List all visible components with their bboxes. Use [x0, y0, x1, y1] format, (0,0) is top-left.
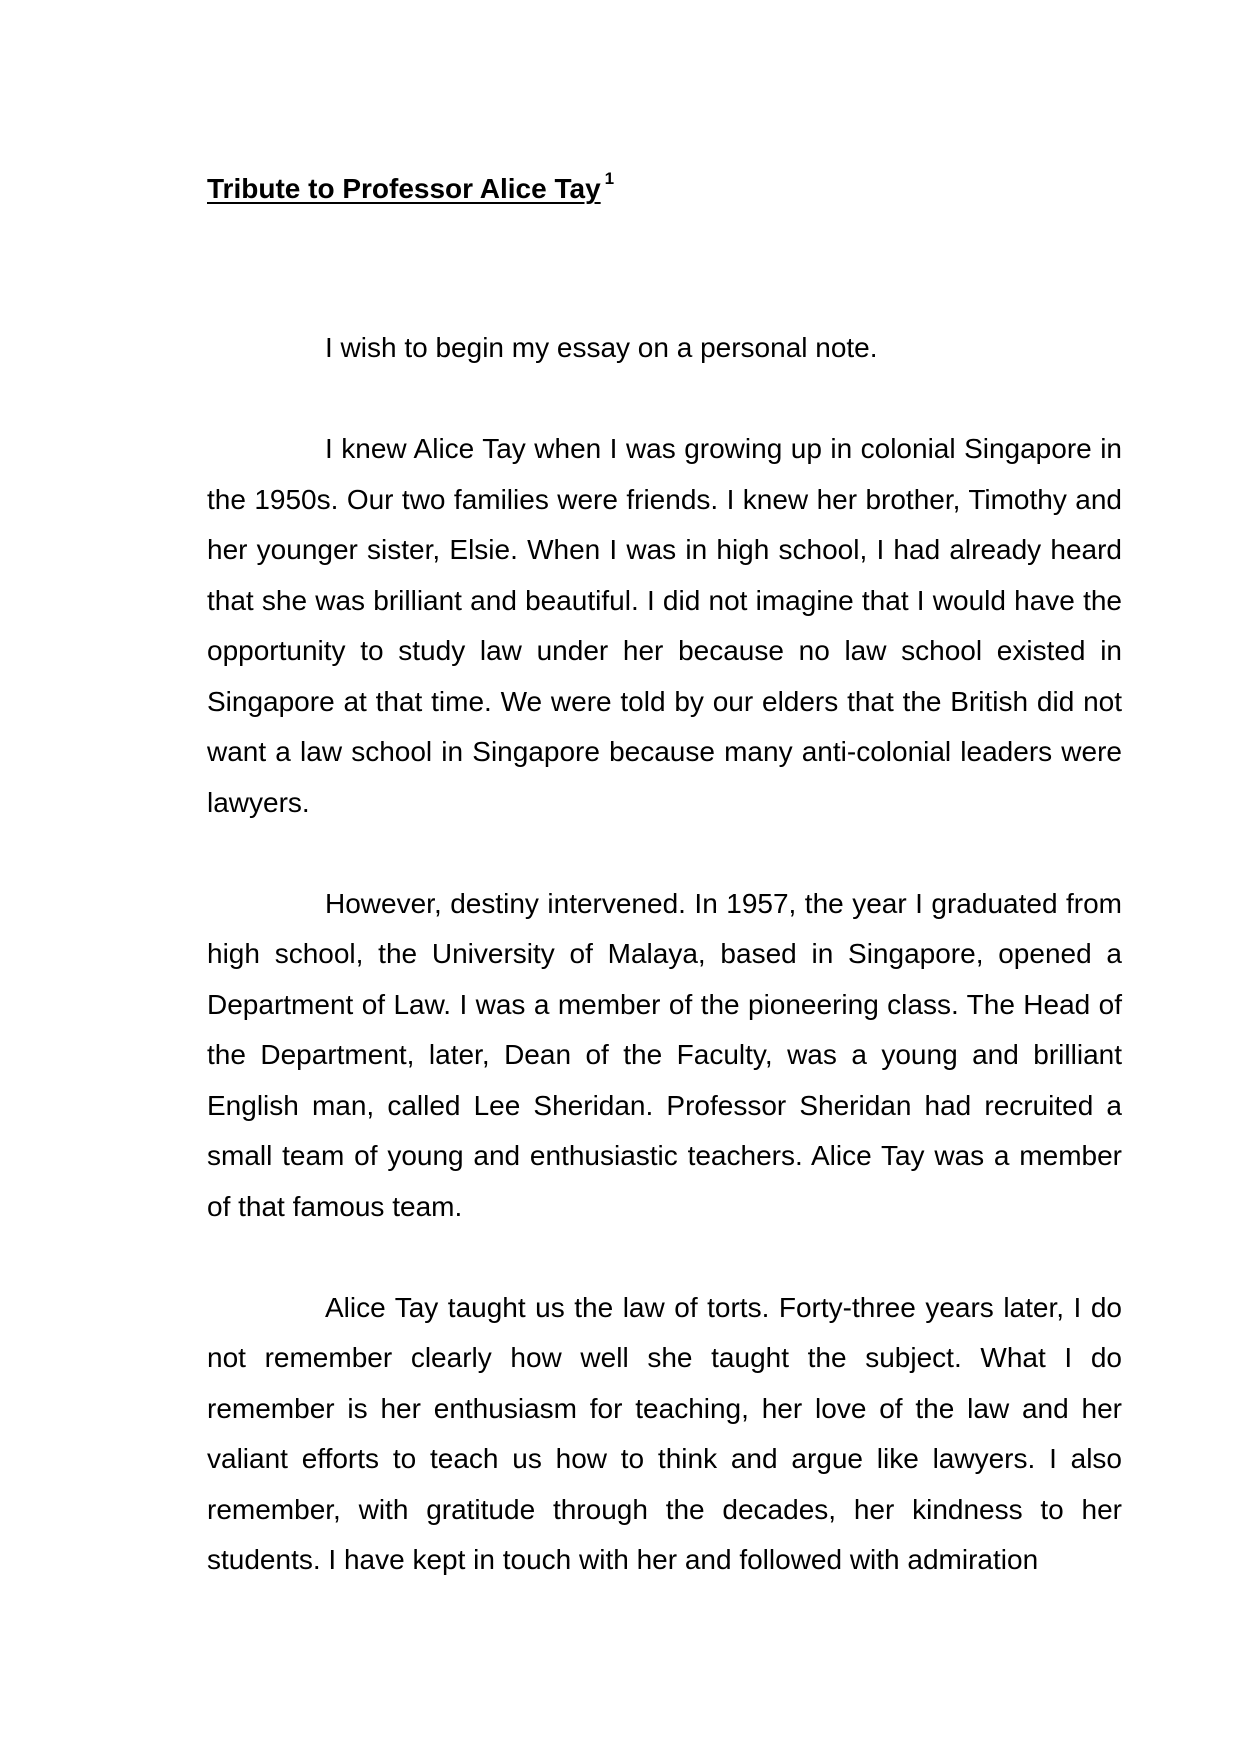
paragraph-2: I knew Alice Tay when I was growing up in colonial Singapore in the 1950s. Our two families were friends. I knew her brother, Timothy and her younger sister, Elsie. When I was in high school, I had already heard that she was brilliant and beautiful. I did not imagine that I would have the opportunity to study law under her because no law school existed in Singapore at that time. We were told by our elders that the British did not want a law school in Singapore because many anti-colonial leaders were lawyers.	[207, 433, 1122, 818]
document-title	[207, 168, 615, 206]
document-body	[207, 323, 1122, 1586]
paragraph-3: However, destiny intervened. In 1957, the year I graduated from high school, the University of Malaya, based in Singapore, opened a Department of Law. I was a member of the pioneering class. The Head of the Department, later, Dean of the Faculty, was a young and brilliant English man, called Lee Sheridan. Professor Sheridan had recruited a small team of young and enthusiastic teachers. Alice Tay was a member of that famous team.	[207, 887, 1122, 1222]
paragraph-1: I wish to begin my essay on a personal note.	[325, 332, 878, 363]
paragraph-4: Alice Tay taught us the law of torts. Forty-three years later, I do not remember clearly how well she taught the subject. What I do remember is her enthusiasm for teaching, her love of the law and her valiant efforts to teach us how to think and argue like lawyers. I also remember, with gratitude through the decades, her kindness to her students. I have kept in touch with her and followed with admiration	[207, 1291, 1122, 1575]
document-title-text: Tribute to Professor Alice Tay	[207, 173, 601, 204]
footnote-marker[interactable]: 1	[604, 168, 615, 188]
